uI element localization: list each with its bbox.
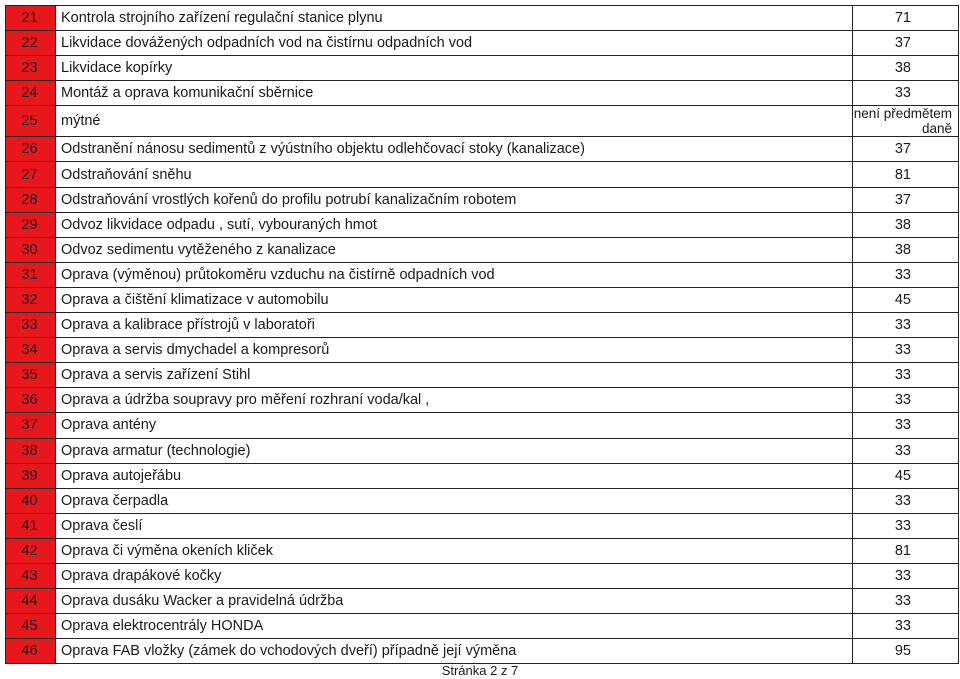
table-row [6,106,959,137]
row-value: 33 [853,338,959,363]
row-number: 44 [6,589,56,614]
row-description: Montáž a oprava komunikační sběrnice [56,81,853,106]
row-number: 34 [6,338,56,363]
row-number: 30 [6,237,56,262]
row-description: Oprava drapákové kočky [56,563,853,588]
table-row [6,56,959,81]
table-row [6,463,959,488]
table-row [6,538,959,563]
table-row [6,488,959,513]
row-value: 37 [853,31,959,56]
row-description: Oprava a údržba soupravy pro měření rozhraní voda/kal , [56,388,853,413]
row-value: 33 [853,313,959,338]
row-description: Odvoz likvidace odpadu , sutí, vybouraných hmot [56,212,853,237]
row-description: Odstraňování sněhu [56,162,853,187]
row-value: 71 [853,6,959,31]
row-description: Oprava (výměnou) průtokoměru vzduchu na čistírně odpadních vod [56,262,853,287]
row-description: Oprava či výměna okeních kliček [56,538,853,563]
row-description: Odstraňování vrostlých kořenů do profilu potrubí kanalizačním robotem [56,187,853,212]
row-description: Oprava a kalibrace přístrojů v laboratoři [56,313,853,338]
row-value: 37 [853,187,959,212]
row-number: 46 [6,639,56,664]
table-row [6,363,959,388]
row-number: 33 [6,313,56,338]
row-value: 38 [853,212,959,237]
row-number: 27 [6,162,56,187]
row-value: 33 [853,589,959,614]
row-description: Oprava autojeřábu [56,463,853,488]
row-value: 81 [853,538,959,563]
row-number: 31 [6,262,56,287]
row-value-line: není předmětem [853,106,952,122]
row-number: 24 [6,81,56,106]
row-number: 42 [6,538,56,563]
row-description: Odstranění nánosu sedimentů z výústního objektu odlehčovací stoky (kanalizace) [56,137,853,162]
table-row [6,162,959,187]
table-row [6,6,959,31]
row-value: 95 [853,639,959,664]
row-description: Oprava armatur (technologie) [56,438,853,463]
row-description: Oprava dusáku Wacker a pravidelná údržba [56,589,853,614]
row-number: 36 [6,388,56,413]
table-row [6,513,959,538]
row-value: 45 [853,463,959,488]
row-value: 33 [853,388,959,413]
row-description: Oprava česlí [56,513,853,538]
table-row [6,262,959,287]
page-footer: Stránka 2 z 7 [441,663,519,678]
row-value: 33 [853,563,959,588]
row-number: 40 [6,488,56,513]
table-row [6,388,959,413]
row-description: Oprava a čištění klimatizace v automobilu [56,287,853,312]
row-value-line: daně [921,121,952,137]
row-description: Kontrola strojního zařízení regulační stanice plynu [56,6,853,31]
table-body [6,6,959,664]
row-value: 37 [853,137,959,162]
row-number: 32 [6,287,56,312]
row-description: Oprava a servis zařízení Stihl [56,363,853,388]
row-number: 45 [6,614,56,639]
row-description: Oprava elektrocentrály HONDA [56,614,853,639]
row-description: Odvoz sedimentu vytěženého z kanalizace [56,237,853,262]
row-value: 33 [853,488,959,513]
table-row [6,187,959,212]
row-description: Oprava a servis dmychadel a kompresorů [56,338,853,363]
row-number: 35 [6,363,56,388]
row-value: 33 [853,363,959,388]
table-row [6,212,959,237]
row-description: Oprava FAB vložky (zámek do vchodových dveří) případně její výměna [56,639,853,664]
table-row [6,287,959,312]
row-description: Likvidace kopírky [56,56,853,81]
row-number: 28 [6,187,56,212]
row-value: 33 [853,438,959,463]
row-description: mýtné [56,106,853,137]
row-number: 39 [6,463,56,488]
table-row [6,413,959,438]
table-row [6,137,959,162]
row-number: 26 [6,137,56,162]
row-number: 41 [6,513,56,538]
row-number: 29 [6,212,56,237]
row-value [853,106,959,137]
table-row [6,338,959,363]
row-value: 33 [853,614,959,639]
row-value: 45 [853,287,959,312]
table-row [6,313,959,338]
table-row [6,81,959,106]
row-value: 81 [853,162,959,187]
row-description: Oprava čerpadla [56,488,853,513]
row-value: 33 [853,81,959,106]
row-number: 43 [6,563,56,588]
row-number: 23 [6,56,56,81]
table-row [6,31,959,56]
table-row [6,589,959,614]
table-row [6,237,959,262]
row-value: 33 [853,513,959,538]
row-number: 22 [6,31,56,56]
row-value: 33 [853,262,959,287]
service-rates-table [5,5,959,664]
row-value: 38 [853,237,959,262]
table-row [6,614,959,639]
row-number: 21 [6,6,56,31]
row-number: 37 [6,413,56,438]
row-value: 38 [853,56,959,81]
row-value: 33 [853,413,959,438]
row-description: Likvidace dovážených odpadních vod na čistírnu odpadních vod [56,31,853,56]
row-number: 38 [6,438,56,463]
table-row [6,639,959,664]
table-row [6,563,959,588]
table-row [6,438,959,463]
row-description: Oprava antény [56,413,853,438]
row-number: 25 [6,106,56,137]
